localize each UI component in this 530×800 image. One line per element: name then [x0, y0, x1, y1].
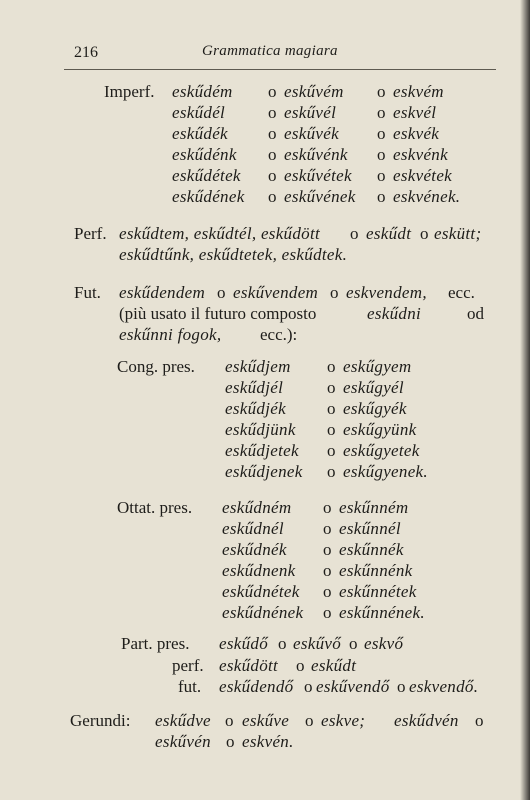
- imperf-form: eskűdék: [172, 124, 228, 143]
- part-pres-label: Part. pres.: [121, 634, 190, 653]
- imperf-form: eskvél: [393, 103, 437, 122]
- imperf-form: eskvém: [393, 82, 444, 101]
- part-form: eskűdt: [311, 656, 357, 675]
- separator-o: o: [377, 124, 386, 143]
- cong-form: eskűgyünk: [343, 420, 417, 439]
- separator-o: o: [420, 224, 429, 243]
- separator-o: o: [268, 187, 277, 206]
- ottat-form: eskűnnének.: [339, 603, 425, 622]
- imperf-form: eskűvétek: [284, 166, 352, 185]
- ottat-label: Ottat. pres.: [117, 498, 193, 517]
- ottat-form: eskűdnél: [222, 519, 284, 538]
- cong-form: eskűgyetek: [343, 441, 420, 460]
- separator-o: o: [304, 677, 313, 696]
- separator-o: o: [377, 145, 386, 164]
- imperf-form: eskűvénk: [284, 145, 348, 164]
- separator-o: o: [268, 103, 277, 122]
- separator-o: o: [268, 166, 277, 185]
- fut-note-form: eskűdni: [367, 304, 422, 323]
- separator-o: o: [323, 603, 332, 622]
- separator-o: o: [323, 498, 332, 517]
- fut-note: (più usato il futuro composto: [119, 304, 317, 323]
- imperf-form: eskvénk: [393, 145, 448, 164]
- page-number: 216: [74, 44, 98, 61]
- ottat-form: eskűnnél: [339, 519, 401, 538]
- ottat-form: eskűnnék: [339, 540, 404, 559]
- part-fut-label: fut.: [178, 677, 202, 696]
- separator-o: o: [323, 540, 332, 559]
- separator-o: o: [323, 561, 332, 580]
- separator-o: o: [323, 519, 332, 538]
- fut-label: Fut.: [74, 283, 101, 302]
- separator-o: o: [327, 378, 336, 397]
- cong-form: eskűdjünk: [225, 420, 296, 439]
- imperf-form: eskűvém: [284, 82, 344, 101]
- gerundi-form: eskve;: [321, 711, 366, 730]
- separator-o: o: [268, 124, 277, 143]
- part-form: eskűdött: [219, 656, 279, 675]
- imperf-form: eskvék: [393, 124, 440, 143]
- separator-o: o: [268, 145, 277, 164]
- imperf-form: eskűdél: [172, 103, 226, 122]
- separator-o: o: [377, 103, 386, 122]
- separator-o: o: [330, 283, 339, 302]
- ottat-form: eskűdném: [222, 498, 292, 517]
- part-form: eskűvő: [293, 634, 342, 653]
- separator-o: o: [377, 187, 386, 206]
- gerundi-form: eskűve: [242, 711, 290, 730]
- cong-form: eskűdjem: [225, 357, 291, 376]
- separator-o: o: [327, 441, 336, 460]
- separator-o: o: [349, 634, 358, 653]
- separator-o: o: [225, 711, 234, 730]
- separator-o: o: [305, 711, 314, 730]
- imperf-form: eskvének.: [393, 187, 461, 206]
- imperf-form: eskűdének: [172, 187, 245, 206]
- perf-form: eskütt;: [434, 224, 482, 243]
- perf-form: eskűdt: [366, 224, 412, 243]
- gerundi-form: eskűdve: [155, 711, 211, 730]
- fut-etc: ecc.: [448, 283, 475, 302]
- ottat-form: eskűnnétek: [339, 582, 417, 601]
- separator-o: o: [327, 399, 336, 418]
- imperf-form: eskvétek: [393, 166, 453, 185]
- ottat-form: eskűnnénk: [339, 561, 413, 580]
- separator-o: o: [323, 582, 332, 601]
- cong-form: eskűdjél: [225, 378, 284, 397]
- part-perf-label: perf.: [172, 656, 204, 675]
- cong-form: eskűdjetek: [225, 441, 299, 460]
- gerundi-form: eskvén.: [242, 732, 294, 751]
- imperf-form: eskűdénk: [172, 145, 237, 164]
- separator-o: o: [226, 732, 235, 751]
- separator-o: o: [278, 634, 287, 653]
- separator-o: o: [296, 656, 305, 675]
- ottat-form: eskűdnétek: [222, 582, 300, 601]
- imperf-form: eskűvének: [284, 187, 356, 206]
- running-title: Grammatica magiara: [202, 43, 338, 59]
- gerundi-form: eskűdvén: [394, 711, 459, 730]
- fut-form: eskűdendem: [119, 283, 206, 302]
- gerundi-form: eskűvén: [155, 732, 211, 751]
- part-form: eskűdő: [219, 634, 269, 653]
- gerundi-label: Gerundi:: [70, 711, 131, 730]
- separator-o: o: [327, 462, 336, 481]
- perf-forms: eskűdtem, eskűdtél, eskűdött: [119, 224, 321, 243]
- imperf-label: Imperf.: [104, 82, 155, 101]
- part-form: eskvendő.: [409, 677, 479, 696]
- separator-o: o: [327, 420, 336, 439]
- perf-forms: eskűdtűnk, eskűdtetek, eskűdtek.: [119, 245, 348, 264]
- separator-o: o: [377, 82, 386, 101]
- imperf-form: eskűdétek: [172, 166, 241, 185]
- part-form: eskvő: [364, 634, 404, 653]
- separator-o: o: [327, 357, 336, 376]
- part-form: eskűvendő: [316, 677, 390, 696]
- ottat-form: eskűdnének: [222, 603, 304, 622]
- ottat-form: eskűdnenk: [222, 561, 296, 580]
- cong-form: eskűgyem: [343, 357, 412, 376]
- fut-form: eskűvendem: [233, 283, 319, 302]
- perf-label: Perf.: [74, 224, 107, 243]
- separator-o: o: [377, 166, 386, 185]
- separator-o: o: [217, 283, 226, 302]
- cong-form: eskűgyék: [343, 399, 407, 418]
- ottat-form: eskűdnék: [222, 540, 287, 559]
- imperf-form: eskűvél: [284, 103, 337, 122]
- separator-o: o: [350, 224, 359, 243]
- separator-o: o: [475, 711, 484, 730]
- header-rule: [64, 69, 496, 70]
- imperf-form: eskűvék: [284, 124, 339, 143]
- fut-note: od: [467, 304, 484, 323]
- part-form: eskűdendő: [219, 677, 294, 696]
- cong-form: eskűdjenek: [225, 462, 303, 481]
- cong-label: Cong. pres.: [117, 357, 195, 376]
- cong-form: eskűgyenek.: [343, 462, 428, 481]
- separator-o: o: [397, 677, 406, 696]
- cong-form: eskűdjék: [225, 399, 286, 418]
- cong-form: eskűgyél: [343, 378, 404, 397]
- ottat-form: eskűnném: [339, 498, 409, 517]
- separator-o: o: [268, 82, 277, 101]
- fut-note-form: eskűnni fogok,: [119, 325, 222, 344]
- imperf-form: eskűdém: [172, 82, 233, 101]
- fut-note: ecc.):: [260, 325, 298, 344]
- fut-form: eskvendem,: [346, 283, 427, 302]
